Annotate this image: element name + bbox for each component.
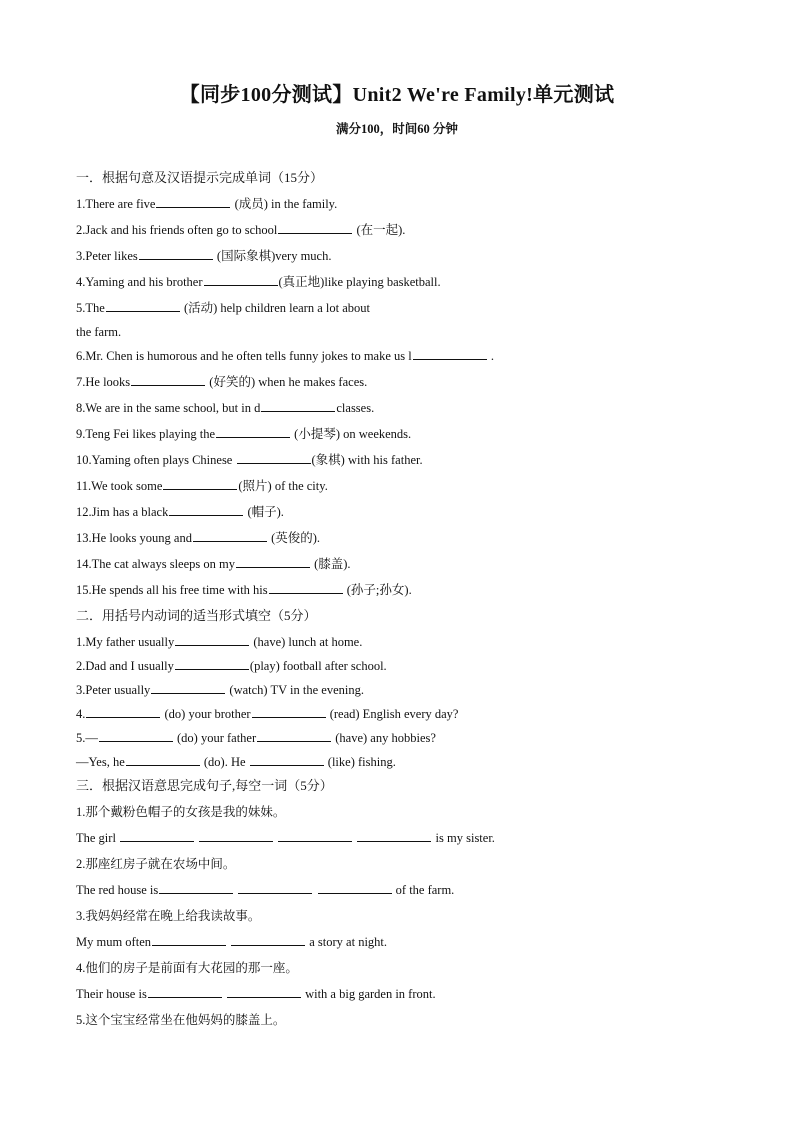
s2-question-5-answer: —Yes, he (do). He (like) fishing. — [76, 755, 396, 769]
answer-blank[interactable] — [199, 829, 273, 842]
answer-blank[interactable] — [257, 729, 331, 742]
answer-blank[interactable] — [163, 477, 237, 490]
answer-blank[interactable] — [357, 829, 431, 842]
answer-blank[interactable] — [252, 705, 326, 718]
exam-content — [76, 169, 736, 1037]
s1-question-8: 8.We are in the same school, but in d classes. — [76, 401, 375, 415]
s3-question-4-english: Their house is with a big garden in front. — [76, 987, 436, 1001]
answer-blank[interactable] — [159, 881, 233, 894]
answer-blank[interactable] — [175, 657, 249, 670]
s2-question-1: 1.My father usually (have) lunch at home. — [76, 635, 363, 649]
answer-blank[interactable] — [193, 529, 267, 542]
s2-question-5: 5.— (do) your father (have) any hobbies? — [76, 731, 436, 745]
answer-blank[interactable] — [131, 373, 205, 386]
section-3-heading: 三．根据汉语意思完成句子,每空一词（5分） — [76, 778, 333, 793]
answer-blank[interactable] — [86, 705, 160, 718]
s1-question-5: 5.The (活动) help children learn a lot about — [76, 301, 370, 315]
s1-question-15: 15.He spends all his free time with his (孙子;孙女). — [76, 583, 412, 597]
answer-blank[interactable] — [231, 933, 305, 946]
answer-blank[interactable] — [413, 347, 487, 360]
s1-question-2: 2.Jack and his friends often go to school (在一起). — [76, 223, 406, 237]
s3-question-3-chinese: 3.我妈妈经常在晚上给我读故事。 — [76, 909, 261, 923]
s3-question-5-chinese: 5.这个宝宝经常坐在他妈妈的膝盖上。 — [76, 1013, 286, 1027]
s1-question-4: 4.Yaming and his brother (真正地)like playing basketball. — [76, 275, 441, 289]
answer-blank[interactable] — [106, 299, 180, 312]
answer-blank[interactable] — [152, 933, 226, 946]
answer-blank[interactable] — [139, 247, 213, 260]
s1-question-12: 12.Jim has a black (帽子). — [76, 505, 284, 519]
s3-question-2-chinese: 2.那座红房子就在农场中间。 — [76, 857, 236, 871]
answer-blank[interactable] — [148, 985, 222, 998]
s1-question-10: 10.Yaming often plays Chinese (象棋) with his father. — [76, 453, 423, 467]
answer-blank[interactable] — [250, 753, 324, 766]
answer-blank[interactable] — [261, 399, 335, 412]
s2-question-3: 3.Peter usually (watch) TV in the evening. — [76, 683, 364, 697]
s2-question-2: 2.Dad and I usually (play) football after school. — [76, 659, 387, 673]
page-subtitle: 满分100，时间60 分钟 — [336, 122, 458, 136]
answer-blank[interactable] — [278, 829, 352, 842]
s1-question-1: 1.There are five (成员) in the family. — [76, 197, 338, 211]
s3-question-3-english: My mum often a story at night. — [76, 935, 388, 949]
section-2-heading: 二．用括号内动词的适当形式填空（5分） — [76, 608, 317, 623]
s1-question-5-continued: the farm. — [76, 325, 122, 339]
answer-blank[interactable] — [236, 555, 310, 568]
answer-blank[interactable] — [126, 753, 200, 766]
answer-blank[interactable] — [204, 273, 278, 286]
s1-question-11: 11.We took some (照片) of the city. — [76, 479, 328, 493]
s1-question-9: 9.Teng Fei likes playing the (小提琴) on weekends. — [76, 427, 412, 441]
answer-blank[interactable] — [237, 451, 311, 464]
answer-blank[interactable] — [120, 829, 194, 842]
s3-question-2-english: The red house is of the farm. — [76, 883, 455, 897]
s3-question-4-chinese: 4.他们的房子是前面有大花园的那一座。 — [76, 961, 298, 975]
s3-question-1-english: The girl is my sister. — [76, 831, 495, 845]
answer-blank[interactable] — [238, 881, 312, 894]
answer-blank[interactable] — [216, 425, 290, 438]
section-1-heading: 一．根据句意及汉语提示完成单词（15分） — [76, 170, 324, 185]
s1-question-3: 3.Peter likes (国际象棋)very much. — [76, 249, 332, 263]
s2-question-4: 4. (do) your brother (read) English every day? — [76, 707, 459, 721]
answer-blank[interactable] — [278, 221, 352, 234]
s1-question-13: 13.He looks young and (英俊的). — [76, 531, 321, 545]
answer-blank[interactable] — [99, 729, 173, 742]
answer-blank[interactable] — [269, 581, 343, 594]
s1-question-14: 14.The cat always sleeps on my (膝盖). — [76, 557, 351, 571]
answer-blank[interactable] — [227, 985, 301, 998]
answer-blank[interactable] — [151, 681, 225, 694]
answer-blank[interactable] — [318, 881, 392, 894]
s1-question-7: 7.He looks (好笑的) when he makes faces. — [76, 375, 368, 389]
s3-question-1-chinese: 1.那个戴粉色帽子的女孩是我的妹妹。 — [76, 805, 286, 819]
page-title: 【同步100分测试】Unit2 We're Family!单元测试 — [179, 84, 615, 106]
answer-blank[interactable] — [175, 633, 249, 646]
answer-blank[interactable] — [169, 503, 243, 516]
s1-question-6: 6.Mr. Chen is humorous and he often tells funny jokes to make us l . — [76, 349, 494, 363]
answer-blank[interactable] — [156, 195, 230, 208]
